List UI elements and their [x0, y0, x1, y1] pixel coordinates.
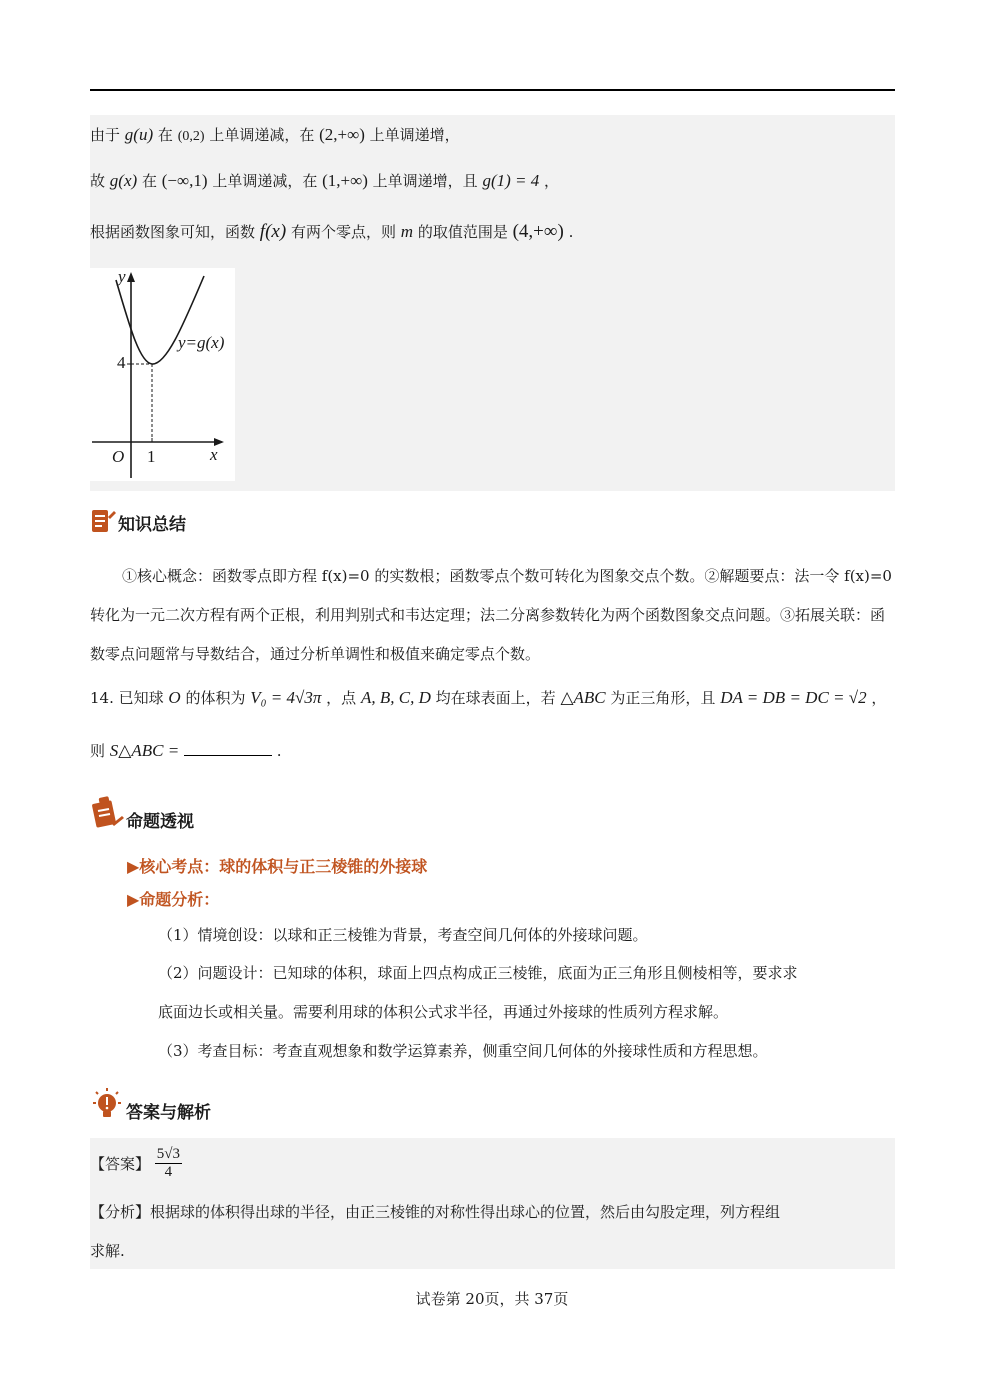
analysis-label: 【分析】 [90, 1203, 151, 1221]
text: . [568, 223, 574, 241]
proposition-heading-text: 命题透视 [126, 812, 194, 832]
text: 由于 [90, 126, 121, 144]
lightbulb-icon [90, 1087, 124, 1123]
math: (0,2) [177, 129, 205, 144]
text: . [276, 742, 282, 760]
fraction-numerator: 5√3 [156, 1146, 181, 1162]
answer-fraction [155, 1146, 182, 1181]
analysis-title: ▶命题分析： [127, 890, 220, 909]
math: (4,+∞) [512, 221, 564, 242]
analysis-item-2a: （2）问题设计：已知球的体积，球面上四点构成正三棱锥，底面为正三角形且侧棱相等，要求求 [158, 964, 798, 982]
text: 为正三角形，且 [610, 689, 716, 707]
math: g(x) [109, 171, 138, 190]
math: m [400, 222, 414, 241]
math: g(1) = 4 [482, 171, 540, 190]
page-footer: 试卷第 20页，共 37页 [415, 1290, 569, 1308]
tick-label-1: 1 [147, 447, 156, 466]
math: S△ABC = [109, 741, 180, 760]
graph-svg [90, 268, 235, 481]
core-point: ▶核心考点：球的体积与正三棱锥的外接球 [127, 857, 428, 876]
solution-line-3 [90, 221, 573, 243]
text: 上单调递减，在 [212, 172, 318, 190]
text: 则 [90, 742, 106, 760]
tick-label-4: 4 [117, 353, 126, 372]
text: 上单调递增， [369, 126, 460, 144]
clipboard-pen-icon [90, 794, 124, 832]
solution-line-2 [90, 170, 559, 191]
text: 在 [157, 126, 173, 144]
analysis-item-1: （1）情境创设：以球和正三棱锥为背景，考查空间几何体的外接球问题。 [158, 926, 648, 944]
math: DA = DB = DC = √2 [720, 688, 867, 707]
analysis-item-2b: 底面边长或相关量。需要利用球的体积公式求半径，再通过外接球的性质列方程求解。 [158, 1003, 729, 1021]
text: 根据函数图象可知，函数 [90, 223, 256, 241]
math: O [168, 688, 181, 707]
text: 有两个零点，则 [290, 223, 396, 241]
text: ， [544, 172, 560, 190]
analysis-item-3: （3）考查目标：考查直观想象和数学运算素养，侧重空间几何体的外接球性质和方程思想。 [158, 1042, 768, 1060]
analysis-line-2: 求解. [90, 1242, 125, 1260]
origin-label: O [112, 447, 125, 466]
text: 的取值范围是 [417, 223, 508, 241]
answer-label: 【答案】 [90, 1155, 151, 1173]
analysis-line-1 [90, 1201, 780, 1222]
y-axis-arrow-icon [127, 272, 135, 282]
function-graph [90, 268, 235, 481]
fraction-denominator: 4 [164, 1164, 173, 1180]
proposition-heading [90, 794, 194, 832]
knowledge-heading [90, 507, 186, 535]
notebook-icon [90, 507, 116, 535]
text: 上单调递减，在 [209, 126, 315, 144]
math: (−∞,1) [161, 171, 208, 190]
answer-heading [90, 1087, 211, 1123]
curve-label: y=g(x) [178, 333, 225, 352]
text: 故 [90, 172, 106, 190]
answer-heading-text: 答案与解析 [126, 1103, 211, 1123]
header-rule [90, 89, 895, 91]
math: (2,+∞) [319, 125, 365, 144]
math: A, B, C, D [360, 688, 431, 707]
text: ，点 [326, 689, 357, 707]
answer-line [90, 1146, 182, 1181]
math: △ABC [560, 688, 606, 707]
answer-blank[interactable] [184, 742, 272, 756]
text: 在 [141, 172, 157, 190]
x-axis-label: x [210, 445, 218, 464]
math: f(x) [259, 221, 287, 242]
y-axis-label: y [118, 268, 126, 286]
solution-line-1 [90, 124, 460, 145]
text: 上单调递增，且 [372, 172, 478, 190]
text: ， [871, 689, 887, 707]
math: g(u) [124, 125, 154, 144]
knowledge-text: ①核心概念：函数零点即方程 f(x)=0 的实数根；函数零点个数可转化为图象交点个数。②解题要点：法一令 f(x)=0 转化为一元二次方程有两个正根，利用判别式和韦达定理；法二分离参数转化为两个函数图象交点问题。③拓展关联：函数零点问题常与导数结合，通过分析单调性和极值来确定零点个数。 [90, 567, 892, 663]
problem-14-line-1 [90, 687, 886, 708]
analysis-text: 根据球的体积得出球的半径，由正三棱锥的对称性得出球心的位置，然后由勾股定理，列方程组 [150, 1203, 781, 1221]
knowledge-heading-text: 知识总结 [118, 515, 186, 535]
text: 均在球表面上，若 [435, 689, 556, 707]
text: 14. 已知球 [90, 689, 164, 707]
text: 的体积为 [185, 689, 246, 707]
math: V₀ = 4√3π [250, 688, 322, 707]
problem-14-line-2 [90, 740, 282, 761]
math: (1,+∞) [322, 171, 368, 190]
